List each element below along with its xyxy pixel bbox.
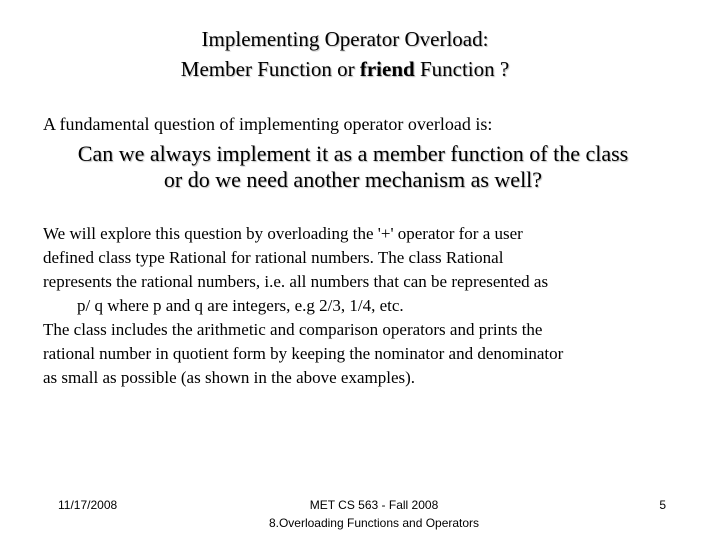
- footer-course: MET CS 563 - Fall 2008: [309, 498, 439, 512]
- footer-course-info: [234, 496, 514, 532]
- body-line-7: as small as possible (as shown in the above examples).: [43, 368, 416, 387]
- slide-title-line-2-prefix: Member Function or: [180, 57, 360, 81]
- footer-page-number: 5: [659, 498, 666, 512]
- body-line-5: The class includes the arithmetic and comparison operators and prints the: [43, 320, 543, 339]
- body-line-1: We will explore this question by overloading the '+' operator for a user: [43, 224, 523, 243]
- footer-topic: 8.Overloading Functions and Operators: [268, 516, 480, 530]
- body-line-6: rational number in quotient form by keeping the nominator and denominator: [43, 344, 564, 363]
- slide-title: [0, 24, 690, 84]
- intro-text: A fundamental question of implementing operator overload is:: [43, 114, 493, 134]
- key-question: [0, 141, 706, 193]
- key-question-line-2: or do we need another mechanism as well?: [163, 167, 543, 192]
- body-paragraph: [43, 222, 703, 390]
- footer-date: 11/17/2008: [58, 498, 118, 512]
- body-line-3: represents the rational numbers, i.e. all numbers that can be represented as: [43, 272, 549, 291]
- slide-title-line-1: Implementing Operator Overload:: [201, 27, 489, 51]
- body-line-2: defined class type Rational for rational numbers. The class Rational: [43, 248, 504, 267]
- slide-title-friend-keyword: friend: [359, 57, 415, 81]
- slide-title-line-2: [0, 54, 690, 84]
- key-question-line-1: Can we always implement it as a member function of the class: [77, 141, 629, 166]
- slide-title-line-2-suffix: Function ?: [414, 57, 510, 81]
- body-line-4: p/ q where p and q are integers, e.g 2/3, 1/4, etc.: [77, 296, 404, 315]
